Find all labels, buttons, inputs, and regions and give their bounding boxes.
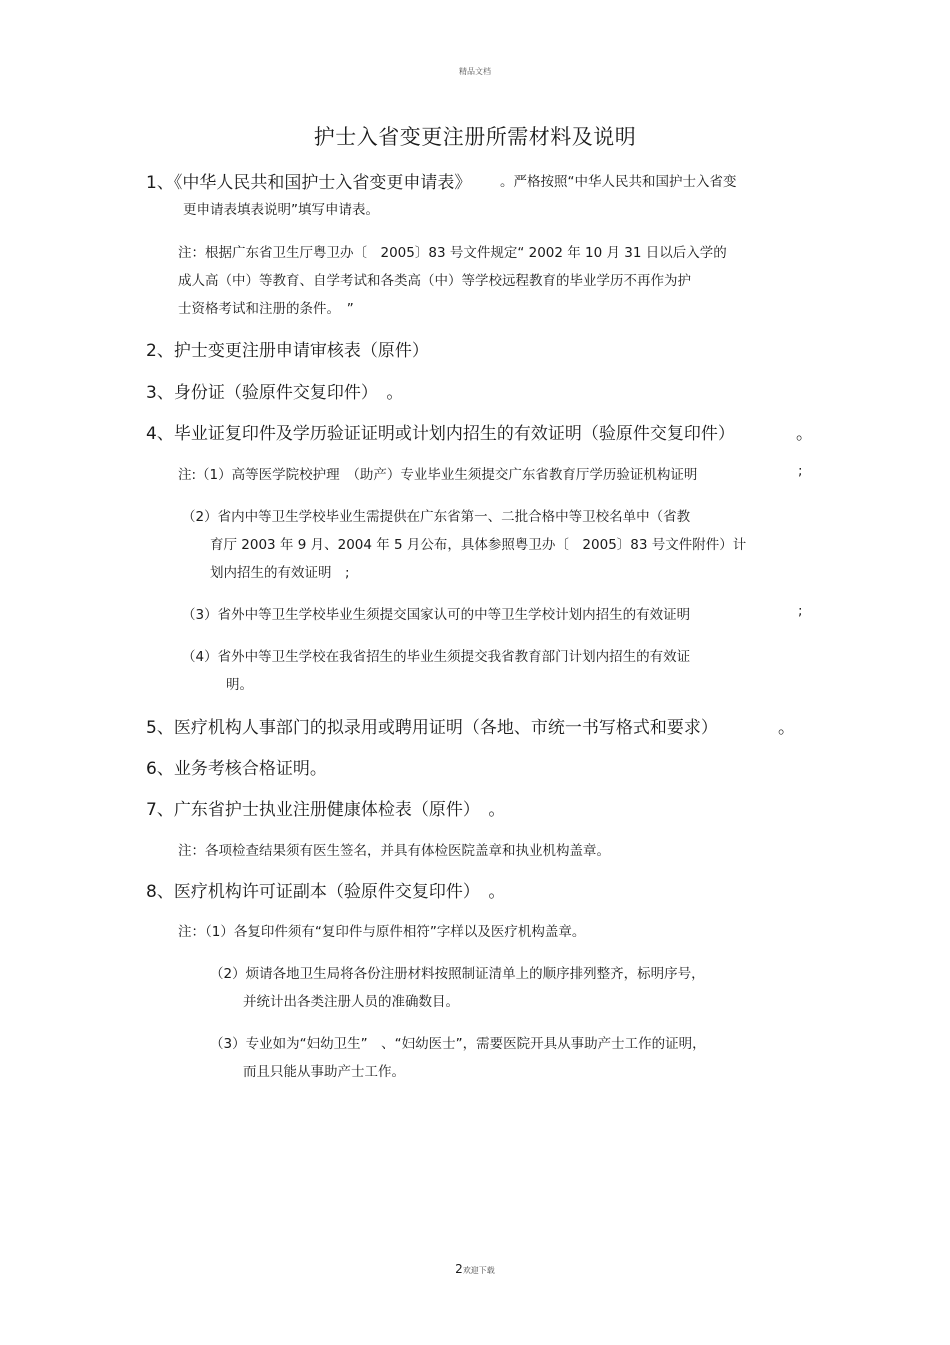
item-6: 6、业务考核合格证明。 <box>146 759 327 779</box>
page-header: 精品文档 <box>459 67 491 76</box>
note-7: 注：各项检查结果须有医生签名，并具有体检医院盖章和执业机构盖章。 <box>178 843 610 859</box>
item-7: 7、广东省护士执业注册健康体检表（原件） 。 <box>146 800 506 820</box>
note-4-1: 注:（1）高等医学院校护理 （助产）专业毕业生须提交广东省教育厅学历验证机构证明 <box>178 467 698 483</box>
note-4-3-semicolon: ; <box>798 603 803 619</box>
note-8-3-line-2: 而且只能从事助产士工作。 <box>243 1064 405 1080</box>
note-4-3: （3）省外中等卫生学校毕业生须提交国家认可的中等卫生学校计划内招生的有效证明 <box>182 607 691 623</box>
note-4-2-line-1: （2）省内中等卫生学校毕业生需提供在广东省第一、二批合格中等卫校名单中（省教 <box>182 509 691 525</box>
footer-text: 欢迎下载 <box>462 1266 495 1275</box>
note-8-2-line-1: （2）烦请各地卫生局将各份注册材料按照制证清单上的顺序排列整齐，标明序号， <box>210 966 705 982</box>
item-4: 4、毕业证复印件及学历验证证明或计划内招生的有效证明（验原件交复印件） <box>146 424 735 444</box>
note-1-line-3: 士资格考试和注册的条件。 ” <box>178 301 354 317</box>
item-5: 5、医疗机构人事部门的拟录用或聘用证明（各地、市统一书写格式和要求） <box>146 718 718 738</box>
note-1-line-2: 成人高（中）等教育、自学考试和各类高（中）等学校远程教育的毕业学历不再作为护 <box>178 273 691 289</box>
item-4-period: 。 <box>796 424 813 444</box>
note-8-1: 注：（1）各复印件须有“复印件与原件相符”字样以及医疗机构盖章。 <box>178 924 586 940</box>
item-5-period: 。 <box>778 718 795 738</box>
item-8: 8、医疗机构许可证副本（验原件交复印件） 。 <box>146 882 506 902</box>
note-4-2-line-3: 划内招生的有效证明 ; <box>210 565 350 581</box>
document-title: 护士入省变更注册所需材料及说明 <box>313 125 637 149</box>
item-1-heading: 1、《中华人民共和国护士入省变更申请表》 <box>146 173 472 193</box>
item-3: 3、身份证（验原件交复印件） 。 <box>146 383 404 403</box>
item-2: 2、护士变更注册申请审核表（原件） <box>146 341 429 361</box>
item-1-description-cont: 更申请表填表说明”填写申请表。 <box>183 202 379 218</box>
note-4-1-semicolon: ; <box>798 463 803 479</box>
note-4-2-line-2: 育厅 2003 年 9 月、2004 年 5 月公布，具体参照粤卫办〔 2005〕83 号文件附件）计 <box>210 537 747 553</box>
note-8-2-line-2: 并统计出各类注册人员的准确数目。 <box>243 994 459 1010</box>
note-8-3-line-1: （3）专业如为“妇幼卫生” 、“妇幼医士”，需要医院开具从事助产士工作的证明， <box>210 1036 706 1052</box>
note-1-line-1: 注：根据广东省卫生厅粤卫办〔 2005〕83 号文件规定“ 2002 年 10 月 31 日以后入学的 <box>178 245 727 261</box>
page-number: 2 <box>455 1262 463 1276</box>
note-4-4-line-2: 明。 <box>226 677 253 693</box>
note-4-4-line-1: （4）省外中等卫生学校在我省招生的毕业生须提交我省教育部门计划内招生的有效证 <box>182 649 691 665</box>
item-1-description: 。严格按照“中华人民共和国护士入省变 <box>500 174 737 190</box>
page-footer <box>0 1258 950 1277</box>
